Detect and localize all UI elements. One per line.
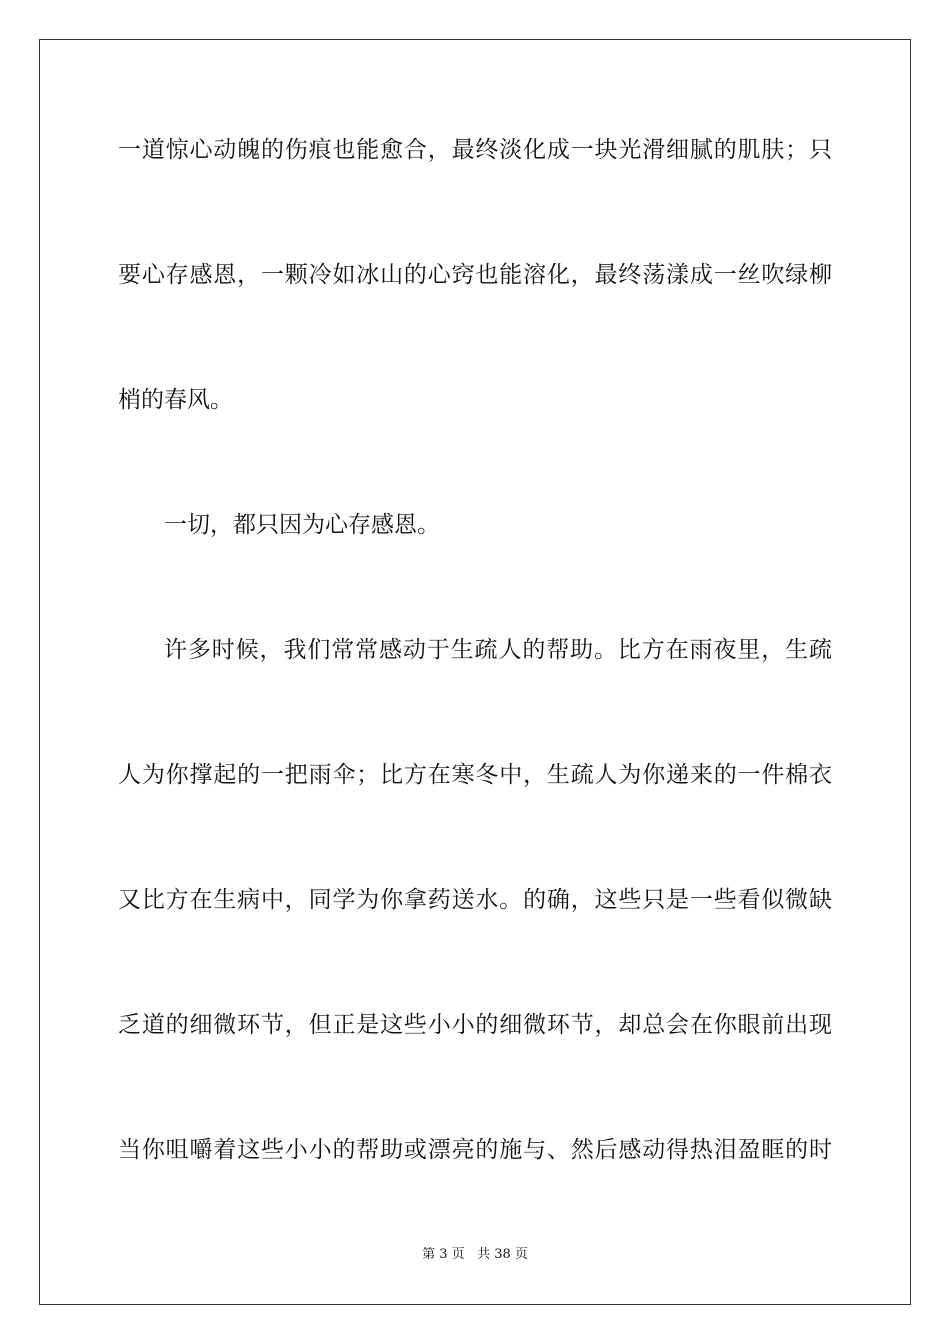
- text-line-2: 要心存感恩，一颗冷如冰山的心窍也能溶化，最终荡漾成一丝吹绿柳: [118, 262, 832, 288]
- text-line-8: 乏道的细微环节，但正是这些小小的细微环节，却总会在你眼前出现: [118, 1012, 832, 1038]
- text-line-7: 又比方在生病中，同学为你拿药送水。的确，这些只是一些看似微缺: [118, 887, 832, 913]
- page-number: 第 3 页: [422, 1247, 465, 1262]
- text-line-1: 一道惊心动魄的伤痕也能愈合，最终淡化成一块光滑细腻的肌肤；只: [118, 137, 832, 163]
- page-footer: [0, 1246, 950, 1264]
- text-line-3: 梢的春风。: [118, 387, 233, 413]
- paragraph-line-2: 许多时候，我们常常感动于生疏人的帮助。比方在雨夜里，生疏: [164, 637, 832, 663]
- total-pages: 共 38 页: [477, 1247, 528, 1262]
- text-line-9: 当你咀嚼着这些小小的帮助或漂亮的施与、然后感动得热泪盈眶的时: [118, 1137, 832, 1163]
- paragraph-line-1: 一切，都只因为心存感恩。: [164, 512, 440, 538]
- page-border: [39, 39, 911, 1305]
- text-line-6: 人为你撑起的一把雨伞；比方在寒冬中，生疏人为你递来的一件棉衣: [118, 762, 832, 788]
